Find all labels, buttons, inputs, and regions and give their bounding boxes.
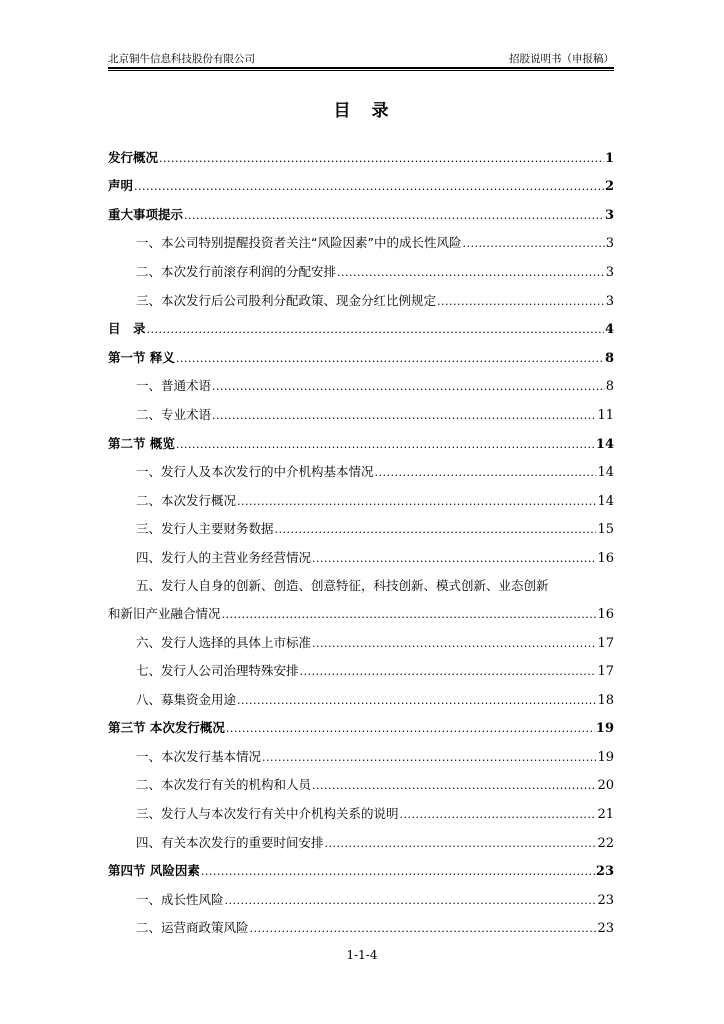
toc-entry-page: 8 — [604, 350, 614, 366]
toc-leader-dots — [225, 894, 597, 908]
toc-entry-label: 八、募集资金用途 — [136, 691, 237, 707]
table-of-contents — [108, 137, 614, 936]
toc-entry[interactable] — [108, 366, 614, 395]
toc-leader-dots — [375, 466, 597, 480]
toc-entry-page: 17 — [597, 664, 614, 680]
header-company: 北京铜牛信息科技股份有限公司 — [108, 53, 255, 65]
toc-leader-dots — [312, 637, 596, 651]
toc-entry-label: 目 录 — [108, 321, 146, 337]
toc-entry-page: 14 — [597, 465, 614, 481]
toc-leader-dots — [237, 694, 596, 708]
toc-entry[interactable] — [108, 394, 614, 423]
toc-entry-label: 二、运营商政策风险 — [136, 920, 249, 936]
toc-entry-page: 14 — [595, 436, 614, 452]
toc-entry-page: 3 — [604, 207, 614, 223]
toc-entry-line2 — [108, 594, 614, 622]
toc-leader-dots — [337, 266, 605, 280]
toc-entry[interactable] — [108, 651, 614, 680]
toc-leader-dots — [147, 323, 604, 337]
toc-entry[interactable] — [108, 251, 614, 280]
toc-entry[interactable] — [108, 423, 614, 452]
toc-entry-label: 一、成长性风险 — [136, 891, 224, 907]
toc-entry-label: 发行概况 — [108, 149, 159, 165]
toc-entry-label: 第二节 概览 — [108, 435, 175, 451]
toc-entry-page: 4 — [604, 322, 614, 338]
toc-entry-label: 三、本次发行后公司股利分配政策、现金分红比例规定 — [136, 292, 437, 308]
toc-entry-page: 16 — [597, 550, 614, 566]
toc-leader-dots — [176, 438, 595, 452]
toc-entry[interactable] — [108, 793, 614, 822]
toc-entry[interactable] — [108, 223, 614, 252]
toc-leader-dots — [212, 409, 596, 423]
toc-entry-label: 一、本公司特别提醒投资者关注“风险因素”中的成长性风险 — [136, 235, 462, 251]
toc-leader-dots — [462, 237, 604, 251]
toc-entry-page: 19 — [595, 721, 614, 737]
toc-entry-label: 一、普通术语 — [136, 378, 212, 394]
toc-entry-label: 一、发行人及本次发行的中介机构基本情况 — [136, 464, 374, 480]
toc-leader-dots — [222, 608, 597, 622]
page-number: 1-1-4 — [346, 948, 378, 962]
toc-entry[interactable] — [108, 280, 614, 309]
toc-leader-dots — [325, 837, 597, 851]
toc-leader-dots — [184, 209, 604, 223]
toc-entry[interactable] — [108, 137, 614, 166]
toc-leader-dots — [312, 552, 596, 566]
toc-leader-dots — [275, 523, 597, 537]
toc-leader-dots — [159, 152, 604, 166]
toc-entry-label: 四、发行人的主营业务经营情况 — [136, 549, 312, 565]
toc-entry-page: 1 — [604, 150, 614, 166]
header-doc-type: 招股说明书（申报稿） — [509, 53, 614, 65]
toc-leader-dots — [176, 352, 604, 366]
toc-entry-label: 七、发行人公司治理特殊安排 — [136, 663, 299, 679]
toc-entry-page: 23 — [597, 921, 614, 937]
toc-leader-dots — [437, 295, 605, 309]
toc-entry-page: 3 — [605, 264, 614, 280]
toc-entry-label: 重大事项提示 — [108, 206, 184, 222]
toc-entry[interactable] — [108, 908, 614, 937]
toc-leader-dots — [201, 865, 595, 879]
toc-entry-label: 二、专业术语 — [136, 406, 212, 422]
toc-entry-label: 三、发行人与本次发行有关中介机构关系的说明 — [136, 806, 399, 822]
toc-entry-label: 六、发行人选择的具体上市标准 — [136, 634, 312, 650]
toc-entry[interactable] — [108, 452, 614, 481]
toc-entry-label: 第四节 风险因素 — [108, 863, 200, 879]
toc-leader-dots — [237, 495, 596, 509]
toc-entry-label-cont: 和新旧产业融合情况 — [108, 605, 221, 621]
toc-entry-page: 3 — [605, 236, 614, 252]
toc-entry[interactable] — [108, 822, 614, 851]
toc-entry[interactable] — [108, 566, 614, 622]
toc-entry-page: 14 — [597, 493, 614, 509]
toc-leader-dots — [250, 922, 597, 936]
toc-entry[interactable] — [108, 480, 614, 509]
toc-entry-label: 一、本次发行基本情况 — [136, 748, 262, 764]
toc-entry-page: 15 — [597, 522, 614, 538]
toc-entry-label: 第三节 本次发行概况 — [108, 720, 225, 736]
toc-leader-dots — [300, 665, 597, 679]
toc-entry-page: 23 — [597, 892, 614, 908]
toc-entry-page: 18 — [597, 692, 614, 708]
toc-entry[interactable] — [108, 537, 614, 566]
toc-entry[interactable] — [108, 166, 614, 195]
toc-entry-page: 23 — [595, 864, 614, 880]
toc-entry-page: 11 — [597, 407, 614, 423]
toc-entry-page: 3 — [605, 293, 614, 309]
toc-leader-dots — [134, 180, 604, 194]
toc-entry-page: 19 — [597, 749, 614, 765]
toc-entry-page: 2 — [604, 179, 614, 195]
toc-entry-page: 8 — [605, 379, 614, 395]
toc-entry[interactable] — [108, 765, 614, 794]
toc-entry[interactable] — [108, 679, 614, 708]
toc-leader-dots — [262, 751, 596, 765]
toc-entry-page: 16 — [597, 606, 614, 622]
toc-entry-label: 二、本次发行概况 — [136, 492, 237, 508]
toc-entry-label: 第一节 释义 — [108, 349, 175, 365]
toc-entry-page: 20 — [597, 778, 614, 794]
toc-entry[interactable] — [108, 736, 614, 765]
toc-leader-dots — [226, 722, 595, 736]
toc-entry[interactable] — [108, 194, 614, 223]
toc-entry-label: 声明 — [108, 178, 134, 194]
header-rule — [108, 67, 614, 69]
toc-entry[interactable] — [108, 622, 614, 651]
toc-leader-dots — [312, 779, 596, 793]
toc-entry-label: 三、发行人主要财务数据 — [136, 521, 274, 537]
toc-entry[interactable] — [108, 879, 614, 908]
toc-entry-label: 二、本次发行前滚存利润的分配安排 — [136, 263, 337, 279]
toc-entry[interactable] — [108, 708, 614, 737]
toc-entry-label: 四、有关本次发行的重要时间安排 — [136, 834, 324, 850]
toc-leader-dots — [400, 808, 597, 822]
toc-entry[interactable] — [108, 851, 614, 880]
page-header — [108, 51, 614, 67]
toc-entry-page: 21 — [597, 807, 614, 823]
toc-leader-dots — [212, 380, 605, 394]
toc-entry-label: 二、本次发行有关的机构和人员 — [136, 777, 312, 793]
header-rule-thin — [108, 70, 614, 71]
toc-entry-label: 五、发行人自身的创新、创造、创意特征，科技创新、模式创新、业态创新 — [136, 577, 549, 593]
toc-entry-page: 22 — [597, 835, 614, 851]
page-title: 目 录 — [333, 101, 391, 121]
toc-entry[interactable] — [108, 509, 614, 538]
toc-entry-page: 17 — [597, 635, 614, 651]
toc-entry[interactable] — [108, 309, 614, 338]
toc-entry[interactable] — [108, 337, 614, 366]
